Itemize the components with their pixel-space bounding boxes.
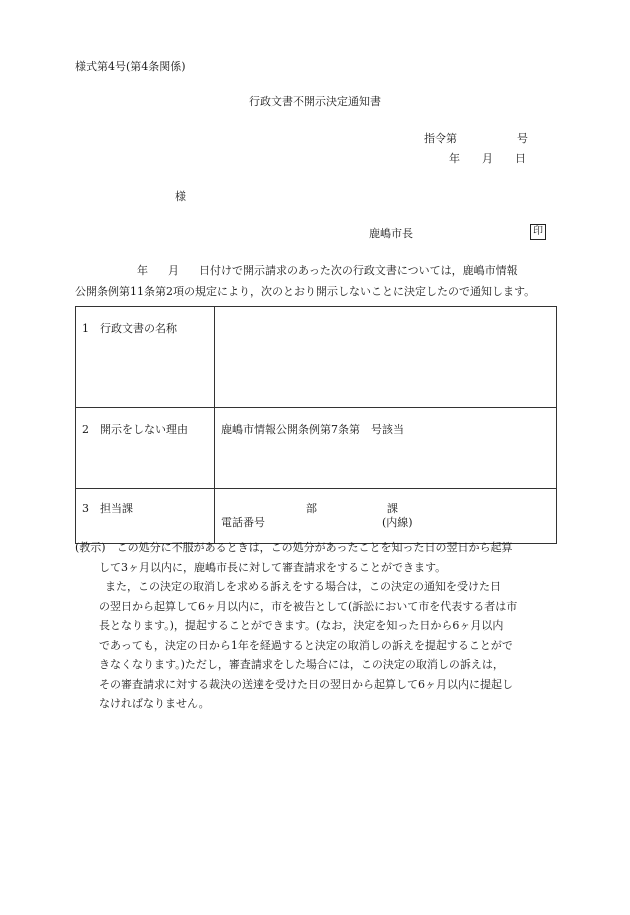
note-line: して3ヶ月以内に，鹿嶋市長に対して審査請求をすることができます。: [99, 560, 447, 574]
seal-stamp: 印: [530, 224, 546, 240]
order-suffix: 号: [517, 132, 528, 145]
issuer-name: 鹿嶋市長: [369, 227, 413, 240]
note-line: であっても，決定の日から1年を経過すると決定の取消しの訴えを提起することがで: [99, 638, 513, 652]
body-month: 月: [168, 264, 179, 277]
note-line: なければなりません。: [99, 697, 210, 710]
form-number: 様式第4号(第4条関係): [75, 60, 186, 73]
note-line: その審査請求に対する裁決の送達を受けた日の翌日から起算して6ヶ月以内に提起し: [99, 677, 513, 691]
item-label: 開示をしない理由: [100, 423, 188, 436]
note-line: また，この決定の取消しを求める訴えをする場合は，この決定の通知を受けた日: [105, 580, 501, 593]
table-row: [76, 489, 557, 544]
body-line1-text: 日付けで開示請求のあった次の行政文書については，鹿嶋市情報: [199, 264, 518, 277]
item-label-cell: 3 担当課: [76, 489, 215, 544]
contact-field[interactable]: [215, 489, 557, 544]
document-name-field[interactable]: [215, 307, 557, 408]
order-number: [424, 133, 528, 144]
body-line-2: 公開条例第11条第2項の規定により，次のとおり開示しないことに決定したので通知します。: [75, 285, 536, 298]
details-table: [75, 306, 557, 544]
addressee-honorific: 様: [175, 190, 186, 203]
non-disclosure-reason-field[interactable]: 鹿嶋市情報公開条例第7条第 号該当: [215, 408, 557, 489]
note-line: きなくなります。)ただし，審査請求をした場合には，この決定の取消しの訴えは，: [99, 658, 504, 671]
extension-label: (内線): [382, 516, 413, 529]
date-month: 月: [482, 152, 493, 165]
item-label-cell: 1 行政文書の名称: [76, 307, 215, 408]
table-row: [76, 408, 557, 489]
item-label: 担当課: [100, 502, 133, 515]
instructions-block: [75, 538, 565, 714]
date-day: 日: [515, 152, 526, 165]
note-line: 長となります。)，提起することができます。(なお，決定を知った日から6ヶ月以内: [99, 619, 504, 632]
note-line: の翌日から起算して6ヶ月以内に，市を被告として(訴訟において市を代表する者は市: [99, 599, 518, 613]
document-title: 行政文書不開示決定通知書: [249, 95, 381, 108]
phone-label: 電話番号: [221, 516, 265, 529]
table-row: [76, 307, 557, 408]
note-line: (教示) この処分に不服があるときは，この処分があったことを知った日の翌日から起算: [75, 541, 513, 554]
body-line-1: [137, 265, 518, 276]
department-label: 部: [306, 502, 317, 515]
item-label: 行政文書の名称: [100, 322, 177, 335]
order-prefix: 指令第: [424, 132, 457, 145]
section-label: 課: [387, 502, 398, 515]
body-year: 年: [137, 264, 148, 277]
issue-date: [449, 153, 526, 164]
item-label-cell: 2 開示をしない理由: [76, 408, 215, 489]
date-year: 年: [449, 152, 460, 165]
